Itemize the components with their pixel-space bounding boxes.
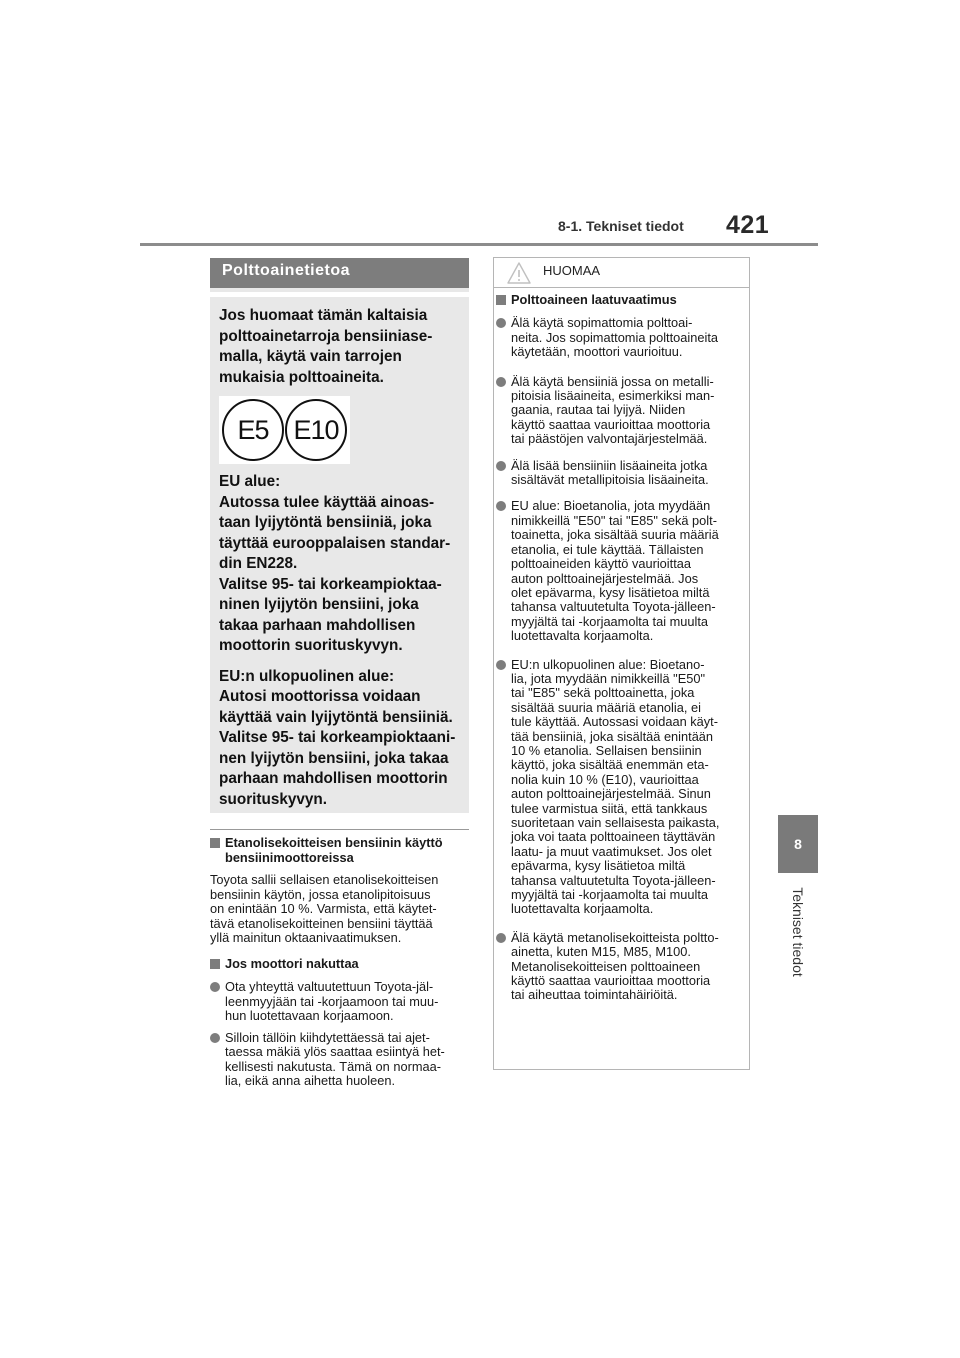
list-item xyxy=(210,1031,470,1089)
notice-heading-text: Polttoaineen laatuvaatimus xyxy=(511,292,677,307)
round-bullet-icon xyxy=(496,461,506,471)
list-item-text: EU alue: Bioetanolia, jota myydään nimikkeillä "E50" tai "E85" sekä polt- toainetta, joka sisältää suuria määriä etanolia, ei tule käyttää. Tällaisten polttoaineiden käyttö vaurioittaa auton polttoainejärjestelmää. Jos olet epävarma, kysy lisätietoa miltä tahansa valtuutetulta Toyota-jälleen- myyjältä tai -korjaamolta tai muulta luotettavalta korjaamolta. xyxy=(511,498,719,644)
notice-box xyxy=(493,257,750,1070)
list-item xyxy=(496,658,749,917)
list-item-text: Älä käytä sopimattomia polttoai- neita. Jos sopimattomia polttoaineita käytetään, moottori vaurioituu. xyxy=(511,315,718,360)
round-bullet-icon xyxy=(496,377,506,387)
ethanol-paragraph: Toyota sallii sellaisen etanolisekoitteisen bensiinin käytön, jossa etanolipitoisuus on enintään 10 %. Varmista, että käytet- tävä etanolisekoitteinen bensiini täyttää yllä mainitun oktaanivaatimuksen. xyxy=(210,872,439,945)
fuel-info-title: Polttoainetietoa xyxy=(210,258,469,288)
header-divider xyxy=(140,243,818,246)
chapter-tab xyxy=(778,815,818,873)
ethanol-heading xyxy=(210,836,470,865)
section-divider xyxy=(210,829,469,830)
round-bullet-icon xyxy=(496,933,506,943)
chapter-number: 8 xyxy=(794,836,802,852)
notice-title: HUOMAA xyxy=(543,263,601,278)
list-item xyxy=(496,316,749,359)
notice-header xyxy=(494,258,749,288)
round-bullet-icon xyxy=(210,982,220,992)
fuel-info-body xyxy=(219,306,463,810)
page-number: 421 xyxy=(726,211,770,239)
round-bullet-icon xyxy=(210,1033,220,1043)
knock-heading-text: Jos moottori nakuttaa xyxy=(225,955,359,971)
fuel-label-badges xyxy=(219,396,350,464)
square-bullet-icon xyxy=(496,295,506,305)
list-item-text: Älä lisää bensiiniin lisäaineita jotka sisältävät metallipitoisia lisäaineita. xyxy=(511,457,709,488)
list-item xyxy=(496,375,749,447)
fuel-info-non-eu: EU:n ulkopuolinen alue: Autosi moottorissa voidaan käyttää vain lyijytöntä bensiiniä. Valitse 95- tai korkeampioktaani- nen lyijytön bensiini, joka takaa parhaan mahdollisen moottorin suorituskyvyn. xyxy=(219,667,456,808)
list-item-text: Älä käytä bensiiniä jossa on metalli- pitoisia lisäaineita, esimerkiksi man- gaania, rautaa tai lyijyä. Niiden käyttö saattaa vaurioittaa moottoria tai päästöjen valvontajärjestelmää. xyxy=(511,373,715,447)
notice-body xyxy=(494,288,749,1003)
knock-heading xyxy=(210,957,470,972)
list-item-text: Ota yhteyttä valtuutettuun Toyota-jäl- leenmyyjään tai -korjaamoon tai muu- hun luotettavaan korjaamoon. xyxy=(225,979,439,1023)
round-bullet-icon xyxy=(496,318,506,328)
list-item-text: Silloin tällöin kiihdytettäessä tai ajet- taessa mäkiä ylös saattaa esiintyä het- kellisesti nakutusta. Tämä on normaa- lia, eikä anna aihetta huoleen. xyxy=(225,1029,445,1088)
section-title: 8-1. Tekniset tiedot xyxy=(558,218,684,234)
list-item xyxy=(210,980,470,1024)
chapter-label: Tekniset tiedot xyxy=(790,887,806,977)
list-item-text: EU:n ulkopuolinen alue: Bioetano- lia, jota myydään nimikkeillä "E50" tai "E85" sekä polttoainetta, joka sisältää suuria määriä etanolia, ei tule käyttää. Autossasi voidaan käyt- tää bensiiniä, joka sisältää enintään 10 % etanolia. Sellaisen bensiinin käyttö, joka sisältää enemmän eta- nolia kuin 10 % (E10), vaurioittaa auton polttoainejärjestelmää. Sinun tulee varmistua siitä, että tankkaus suoritetaan vain sellaisesta paikasta, joka voi taata polttoaineen täyttävän laatu- ja muut vaatimukset. Jos olet epävarma, kysy lisätietoa miltä tahansa valtuutetulta Toyota-jälleen- myyjältä tai -korjaamolta tai muulta luotettavalta korjaamolta. xyxy=(511,656,720,917)
square-bullet-icon xyxy=(210,838,220,848)
round-bullet-icon xyxy=(496,660,506,670)
fuel-badge-e10: E10 xyxy=(285,399,347,461)
round-bullet-icon xyxy=(496,501,506,511)
square-bullet-icon xyxy=(210,959,220,969)
left-column xyxy=(210,836,470,1089)
fuel-info-divider xyxy=(210,292,469,297)
warning-triangle-icon xyxy=(506,261,532,285)
list-item xyxy=(496,931,749,1003)
fuel-badge-e5: E5 xyxy=(222,399,284,461)
notice-heading xyxy=(496,293,749,307)
fuel-info-box xyxy=(210,258,469,813)
fuel-info-eu: EU alue: Autossa tulee käyttää ainoas- taan lyijytöntä bensiiniä, joka täyttää eurooppalaisen standar- din EN228. Valitse 95- tai korkeampioktaa- ninen lyijytön bensiini, joka takaa parhaan mahdollisen moottorin suorituskyvyn. xyxy=(219,473,451,654)
list-item-text: Älä käytä metanolisekoitteista poltto- ainetta, kuten M15, M85, M100. Metanolisekoitteisen polttoaineen käyttö saattaa vaurioittaa moottoria tai aiheuttaa toimintahäiriöitä. xyxy=(511,929,719,1003)
list-item xyxy=(496,499,749,643)
ethanol-heading-text: Etanolisekoitteisen bensiinin käyttö bensiinimoottoreissa xyxy=(225,835,443,865)
fuel-info-intro: Jos huomaat tämän kaltaisia polttoainetarroja bensiiniase- malla, käytä vain tarrojen mukaisia polttoaineita. xyxy=(219,307,433,386)
list-item xyxy=(496,459,749,488)
